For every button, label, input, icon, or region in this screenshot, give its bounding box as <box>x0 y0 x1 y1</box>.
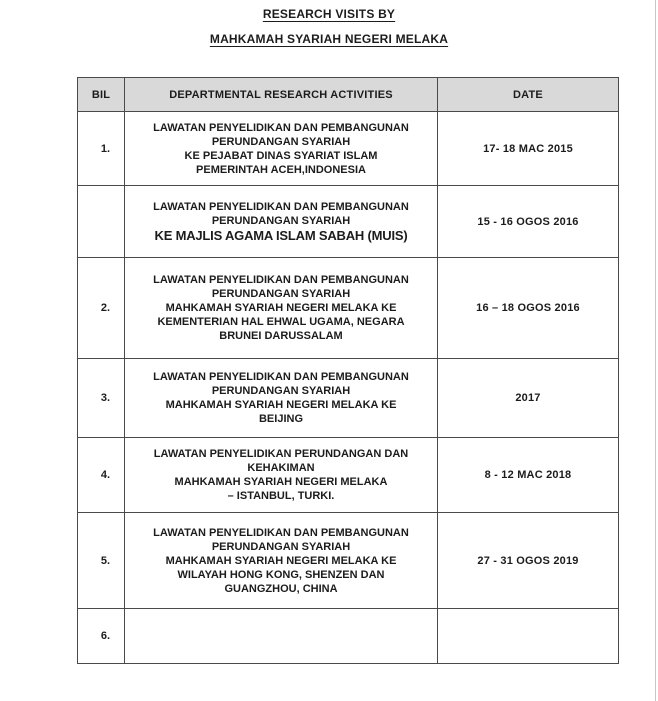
table-row <box>78 513 619 609</box>
bil-cell <box>78 186 125 258</box>
bil-cell: 2. <box>78 258 125 359</box>
date-cell <box>438 609 619 664</box>
activity-line: MAHKAMAH SYARIAH NEGERI MELAKA KE <box>165 399 397 411</box>
date-cell: 2017 <box>438 359 619 438</box>
activity-line: PERUNDANGAN SYARIAH <box>211 135 351 148</box>
activity-line: LAWATAN PENYELIDIKAN DAN PEMBANGUNAN <box>153 274 409 286</box>
bil-cell: 1. <box>78 112 125 186</box>
activity-line: KE PEJABAT DINAS SYARIAT ISLAM <box>184 149 378 162</box>
header-date: DATE <box>438 78 619 112</box>
activity-cell <box>125 513 438 609</box>
title-line-2: MAHKAMAH SYARIAH NEGERI MELAKA <box>209 32 449 46</box>
activity-line: MAHKAMAH SYARIAH NEGERI MELAKA KE <box>165 554 397 567</box>
activity-cell <box>125 359 438 438</box>
table-row <box>78 112 619 186</box>
table-row <box>78 186 619 258</box>
document-title <box>0 7 658 46</box>
date-cell: 17- 18 MAC 2015 <box>438 112 619 186</box>
activity-line: LAWATAN PENYELIDIKAN DAN PEMBANGUNAN <box>153 200 409 213</box>
activity-cell <box>125 186 438 258</box>
bil-cell: 6. <box>78 609 125 664</box>
activity-line: PERUNDANGAN SYARIAH <box>211 540 351 553</box>
page-edge-line <box>655 0 657 701</box>
activity-line: PERUNDANGAN SYARIAH <box>211 288 351 300</box>
bil-cell: 4. <box>78 438 125 513</box>
date-cell: 27 - 31 OGOS 2019 <box>438 513 619 609</box>
activity-cell <box>125 258 438 359</box>
header-bil: BIL <box>78 78 125 112</box>
table-body <box>78 112 619 664</box>
table-row <box>78 438 619 513</box>
activity-line: PERUNDANGAN SYARIAH <box>211 214 351 227</box>
bil-cell: 5. <box>78 513 125 609</box>
activity-line: MAHKAMAH SYARIAH NEGERI MELAKA KE <box>165 302 397 314</box>
activity-line: WILAYAH HONG KONG, SHENZEN DAN <box>177 568 385 581</box>
activity-line: PEMERINTAH ACEH,INDONESIA <box>196 163 366 176</box>
activity-line: – ISTANBUL, TURKI. <box>227 490 335 502</box>
activity-line: LAWATAN PENYELIDIKAN DAN PEMBANGUNAN <box>153 121 409 134</box>
date-cell: 15 - 16 OGOS 2016 <box>438 186 619 258</box>
activity-line: LAWATAN PENYELIDIKAN DAN PEMBANGUNAN <box>153 526 409 539</box>
activity-line: BRUNEI DARUSSALAM <box>219 330 343 342</box>
date-cell: 8 - 12 MAC 2018 <box>438 438 619 513</box>
activity-line: KEMENTERIAN HAL EHWAL UGAMA, NEGARA <box>157 316 405 328</box>
header-activities: DEPARTMENTAL RESEARCH ACTIVITIES <box>125 78 438 112</box>
research-visits-table <box>77 77 619 664</box>
activity-line: LAWATAN PENYELIDIKAN DAN PEMBANGUNAN <box>153 371 409 383</box>
activity-cell <box>125 438 438 513</box>
table-header-row <box>78 78 619 112</box>
activity-line: BEIJING <box>258 413 303 425</box>
activity-line: PERUNDANGAN SYARIAH <box>211 385 351 397</box>
activity-line: KE MAJLIS AGAMA ISLAM SABAH (MUIS) <box>154 227 408 243</box>
activity-line: LAWATAN PENYELIDIKAN PERUNDANGAN DAN <box>153 448 409 460</box>
activity-line: MAHKAMAH SYARIAH NEGERI MELAKA <box>174 476 388 488</box>
bil-cell: 3. <box>78 359 125 438</box>
activity-cell <box>125 609 438 664</box>
activity-line: GUANGZHOU, CHINA <box>224 582 338 595</box>
table-row <box>78 258 619 359</box>
table-row <box>78 609 619 664</box>
activity-cell <box>125 112 438 186</box>
activity-line: KEHAKIMAN <box>247 462 315 474</box>
table-row <box>78 359 619 438</box>
date-cell: 16 – 18 OGOS 2016 <box>438 258 619 359</box>
title-line-1: RESEARCH VISITS BY <box>262 7 396 21</box>
